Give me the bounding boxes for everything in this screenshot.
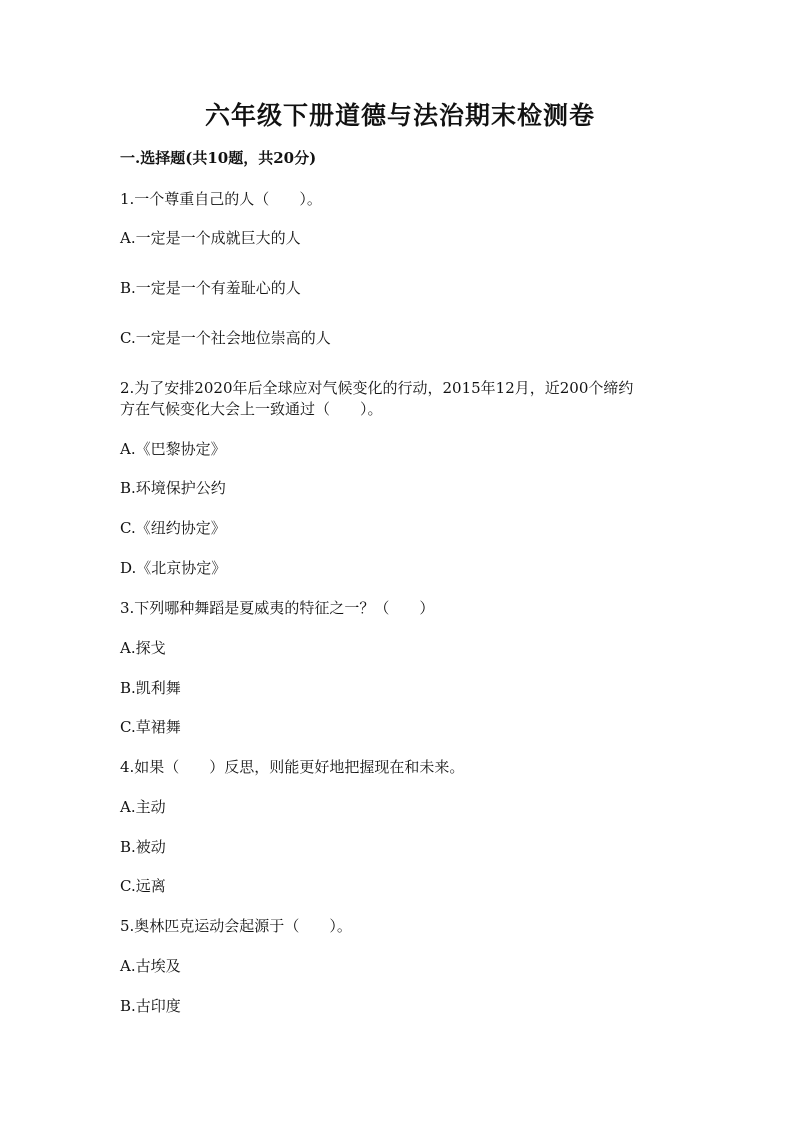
question-stem: 4.如果（ ）反思，则能更好地把握现在和未来。 [120, 758, 465, 776]
answer-option: C.草裙舞 [120, 718, 181, 736]
answer-option: B.凯利舞 [120, 679, 181, 697]
answer-option: A.探戈 [120, 639, 166, 657]
answer-option: B.环境保护公约 [120, 479, 226, 497]
answer-option: D.《北京协定》 [120, 559, 227, 577]
answer-option: C.远离 [120, 877, 166, 895]
question-stem: 3.下列哪种舞蹈是夏威夷的特征之一？（ ） [120, 599, 435, 617]
answer-option: A.主动 [120, 798, 166, 816]
question-stem-continued: 方在气候变化大会上一致通过（ ）。 [120, 400, 383, 418]
question-stem: 5.奥林匹克运动会起源于（ ）。 [120, 917, 352, 935]
answer-option: B.被动 [120, 838, 166, 856]
answer-option: B.古印度 [120, 997, 181, 1015]
section-heading: 一.选择题(共10题，共20分) [120, 149, 317, 167]
question-stem: 2.为了安排2020年后全球应对气候变化的行动，2015年12月，近200个缔约 [120, 379, 634, 397]
question-stem: 1.一个尊重自己的人（ ）。 [120, 190, 322, 208]
answer-option: A.古埃及 [120, 957, 181, 975]
answer-option: C.《纽约协定》 [120, 519, 226, 537]
answer-option: A.一定是一个成就巨大的人 [120, 229, 301, 247]
page-title: 六年级下册道德与法治期末检测卷 [204, 101, 595, 130]
answer-option: A.《巴黎协定》 [120, 440, 226, 458]
answer-option: C.一定是一个社会地位崇高的人 [120, 329, 331, 347]
answer-option: B.一定是一个有羞耻心的人 [120, 279, 301, 297]
